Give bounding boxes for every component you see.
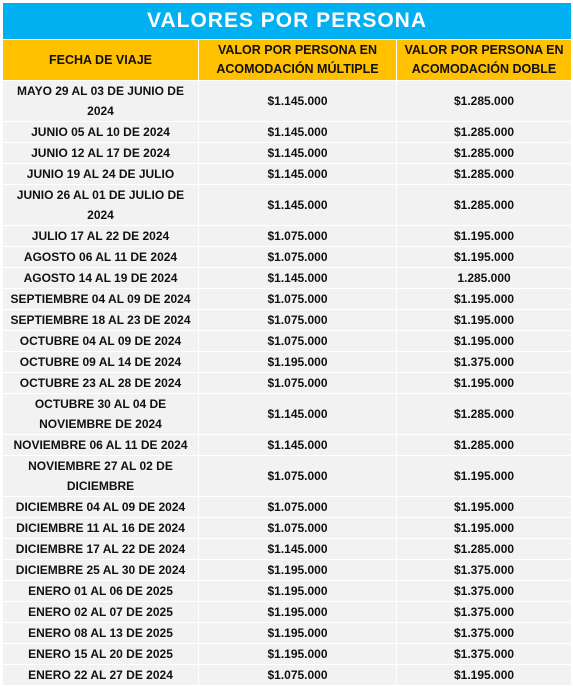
cell-valor-doble: 1.285.000	[397, 268, 572, 289]
table-row	[3, 373, 572, 394]
header-row	[3, 40, 572, 81]
table-row	[3, 435, 572, 456]
cell-fecha: JUNIO 05 AL 10 DE 2024	[3, 122, 199, 143]
cell-fecha: JULIO 17 AL 22 DE 2024	[3, 226, 199, 247]
cell-valor-multiple: $1.145.000	[199, 394, 397, 435]
cell-valor-doble: $1.375.000	[397, 352, 572, 373]
table-row	[3, 623, 572, 644]
cell-valor-doble: $1.375.000	[397, 623, 572, 644]
cell-fecha: NOVIEMBRE 27 AL 02 DE DICIEMBRE	[3, 456, 199, 497]
table-row	[3, 644, 572, 665]
table-row	[3, 518, 572, 539]
cell-valor-doble: $1.285.000	[397, 185, 572, 226]
cell-valor-multiple: $1.075.000	[199, 456, 397, 497]
table-row	[3, 665, 572, 686]
cell-fecha: OCTUBRE 04 AL 09 DE 2024	[3, 331, 199, 352]
cell-valor-multiple: $1.075.000	[199, 289, 397, 310]
cell-valor-multiple: $1.075.000	[199, 665, 397, 686]
cell-fecha: OCTUBRE 23 AL 28 DE 2024	[3, 373, 199, 394]
cell-fecha: NOVIEMBRE 06 AL 11 DE 2024	[3, 435, 199, 456]
cell-valor-doble: $1.375.000	[397, 581, 572, 602]
cell-valor-multiple: $1.145.000	[199, 435, 397, 456]
cell-valor-doble: $1.195.000	[397, 497, 572, 518]
cell-valor-multiple: $1.075.000	[199, 331, 397, 352]
cell-valor-doble: $1.375.000	[397, 560, 572, 581]
cell-valor-multiple: $1.075.000	[199, 226, 397, 247]
cell-valor-doble: $1.285.000	[397, 435, 572, 456]
cell-fecha: JUNIO 26 AL 01 DE JULIO DE 2024	[3, 185, 199, 226]
table-row	[3, 226, 572, 247]
cell-fecha: SEPTIEMBRE 04 AL 09 DE 2024	[3, 289, 199, 310]
cell-fecha: AGOSTO 14 AL 19 DE 2024	[3, 268, 199, 289]
header-multiple: VALOR POR PERSONA EN ACOMODACIÓN MÚLTIPLE	[199, 40, 397, 81]
cell-valor-doble: $1.195.000	[397, 226, 572, 247]
cell-valor-doble: $1.285.000	[397, 539, 572, 560]
cell-valor-doble: $1.285.000	[397, 164, 572, 185]
cell-valor-multiple: $1.145.000	[199, 143, 397, 164]
cell-valor-doble: $1.285.000	[397, 122, 572, 143]
cell-fecha: DICIEMBRE 25 AL 30 DE 2024	[3, 560, 199, 581]
table-row	[3, 456, 572, 497]
cell-fecha: AGOSTO 06 AL 11 DE 2024	[3, 247, 199, 268]
cell-fecha: ENERO 15 AL 20 DE 2025	[3, 644, 199, 665]
cell-valor-doble: $1.195.000	[397, 373, 572, 394]
table-row	[3, 81, 572, 122]
cell-valor-doble: $1.375.000	[397, 602, 572, 623]
cell-fecha: ENERO 22 AL 27 DE 2024	[3, 665, 199, 686]
cell-valor-doble: $1.195.000	[397, 331, 572, 352]
cell-fecha: JUNIO 19 AL 24 DE JULIO	[3, 164, 199, 185]
table-row	[3, 581, 572, 602]
cell-valor-doble: $1.195.000	[397, 518, 572, 539]
table-row	[3, 394, 572, 435]
cell-valor-multiple: $1.195.000	[199, 581, 397, 602]
cell-valor-multiple: $1.145.000	[199, 164, 397, 185]
header-doble: VALOR POR PERSONA EN ACOMODACIÓN DOBLE	[397, 40, 572, 81]
cell-fecha: ENERO 02 AL 07 DE 2025	[3, 602, 199, 623]
cell-valor-doble: $1.195.000	[397, 665, 572, 686]
table-row	[3, 331, 572, 352]
cell-valor-multiple: $1.075.000	[199, 247, 397, 268]
table-row	[3, 352, 572, 373]
cell-valor-doble: $1.285.000	[397, 394, 572, 435]
cell-valor-doble: $1.195.000	[397, 289, 572, 310]
cell-fecha: MAYO 29 AL 03 DE JUNIO DE 2024	[3, 81, 199, 122]
cell-valor-multiple: $1.145.000	[199, 539, 397, 560]
cell-valor-multiple: $1.075.000	[199, 497, 397, 518]
table-row	[3, 268, 572, 289]
cell-valor-multiple: $1.195.000	[199, 560, 397, 581]
cell-fecha: DICIEMBRE 11 AL 16 DE 2024	[3, 518, 199, 539]
cell-valor-doble: $1.195.000	[397, 310, 572, 331]
cell-valor-doble: $1.195.000	[397, 247, 572, 268]
cell-fecha: ENERO 08 AL 13 DE 2025	[3, 623, 199, 644]
cell-valor-doble: $1.285.000	[397, 143, 572, 164]
cell-valor-doble: $1.375.000	[397, 644, 572, 665]
header-fecha: FECHA DE VIAJE	[3, 40, 199, 81]
table-row	[3, 164, 572, 185]
cell-valor-multiple: $1.195.000	[199, 644, 397, 665]
cell-fecha: JUNIO 12 AL 17 DE 2024	[3, 143, 199, 164]
cell-valor-multiple: $1.145.000	[199, 122, 397, 143]
cell-fecha: ENERO 01 AL 06 DE 2025	[3, 581, 199, 602]
table-row	[3, 289, 572, 310]
cell-fecha: OCTUBRE 09 AL 14 DE 2024	[3, 352, 199, 373]
table-row	[3, 247, 572, 268]
cell-valor-doble: $1.195.000	[397, 456, 572, 497]
cell-valor-multiple: $1.075.000	[199, 518, 397, 539]
table-row	[3, 497, 572, 518]
price-table	[2, 2, 572, 686]
cell-fecha: DICIEMBRE 17 AL 22 DE 2024	[3, 539, 199, 560]
cell-fecha: SEPTIEMBRE 18 AL 23 DE 2024	[3, 310, 199, 331]
cell-fecha: DICIEMBRE 04 AL 09 DE 2024	[3, 497, 199, 518]
cell-valor-multiple: $1.145.000	[199, 185, 397, 226]
cell-valor-multiple: $1.195.000	[199, 352, 397, 373]
price-table-container	[2, 2, 571, 686]
table-row	[3, 602, 572, 623]
cell-valor-multiple: $1.195.000	[199, 602, 397, 623]
table-body	[3, 81, 572, 686]
cell-valor-doble: $1.285.000	[397, 81, 572, 122]
cell-fecha: OCTUBRE 30 AL 04 DE NOVIEMBRE DE 2024	[3, 394, 199, 435]
cell-valor-multiple: $1.075.000	[199, 373, 397, 394]
table-row	[3, 143, 572, 164]
table-row	[3, 185, 572, 226]
table-row	[3, 560, 572, 581]
table-row	[3, 310, 572, 331]
cell-valor-multiple: $1.145.000	[199, 81, 397, 122]
cell-valor-multiple: $1.145.000	[199, 268, 397, 289]
table-row	[3, 539, 572, 560]
table-row	[3, 122, 572, 143]
cell-valor-multiple: $1.195.000	[199, 623, 397, 644]
cell-valor-multiple: $1.075.000	[199, 310, 397, 331]
table-title: VALORES POR PERSONA	[3, 3, 572, 40]
